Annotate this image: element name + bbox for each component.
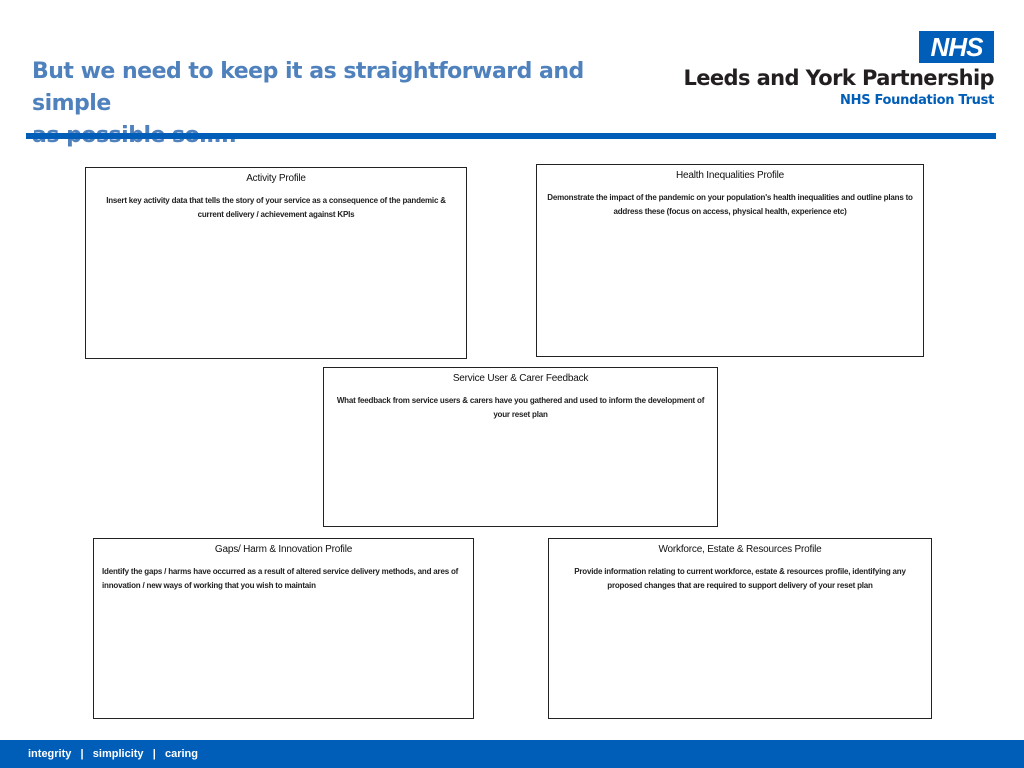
health-inequalities-body: Demonstrate the impact of the pandemic on your population's health inequalities and outline plans to address these (focus on access, physical health, experience etc) (547, 193, 913, 216)
gaps-harm-innovation-box (93, 538, 474, 719)
nhs-logo: NHS (919, 31, 994, 63)
service-user-feedback-title: Service User & Carer Feedback (452, 373, 589, 384)
activity-profile-title: Activity Profile (246, 173, 306, 184)
health-inequalities-title: Health Inequalities Profile (676, 170, 784, 181)
activity-profile-body: Insert key activity data that tells the story of your service as a consequence of the pandemic & current delivery / achievement against KPIs (106, 196, 446, 219)
header-divider (26, 133, 996, 139)
org-subtitle: NHS Foundation Trust (840, 93, 994, 108)
workforce-estate-body: Provide information relating to current workforce, estate & resources profile, identifying any proposed changes that are required to support delivery of your reset plan (574, 567, 906, 590)
footer-values: integrity | simplicity | caring (28, 748, 198, 760)
workforce-estate-title: Workforce, Estate & Resources Profile (658, 544, 822, 555)
health-inequalities-box (536, 164, 924, 357)
workforce-estate-box (548, 538, 932, 719)
org-name: Leeds and York Partnership (683, 66, 994, 90)
page-title-line-1: But we need to keep it as straightforward and simple (32, 59, 584, 116)
gaps-harm-innovation-title: Gaps/ Harm & Innovation Profile (214, 544, 353, 555)
activity-profile-box (85, 167, 467, 359)
footer-bar (0, 740, 1024, 768)
gaps-harm-innovation-body: Identify the gaps / harms have occurred as a result of altered service delivery methods, and ares of innovation / new ways of working that you wish to maintain (102, 567, 459, 590)
service-user-feedback-body: What feedback from service users & carers have you gathered and used to inform the development of your reset plan (336, 396, 705, 419)
service-user-feedback-box (323, 367, 718, 527)
